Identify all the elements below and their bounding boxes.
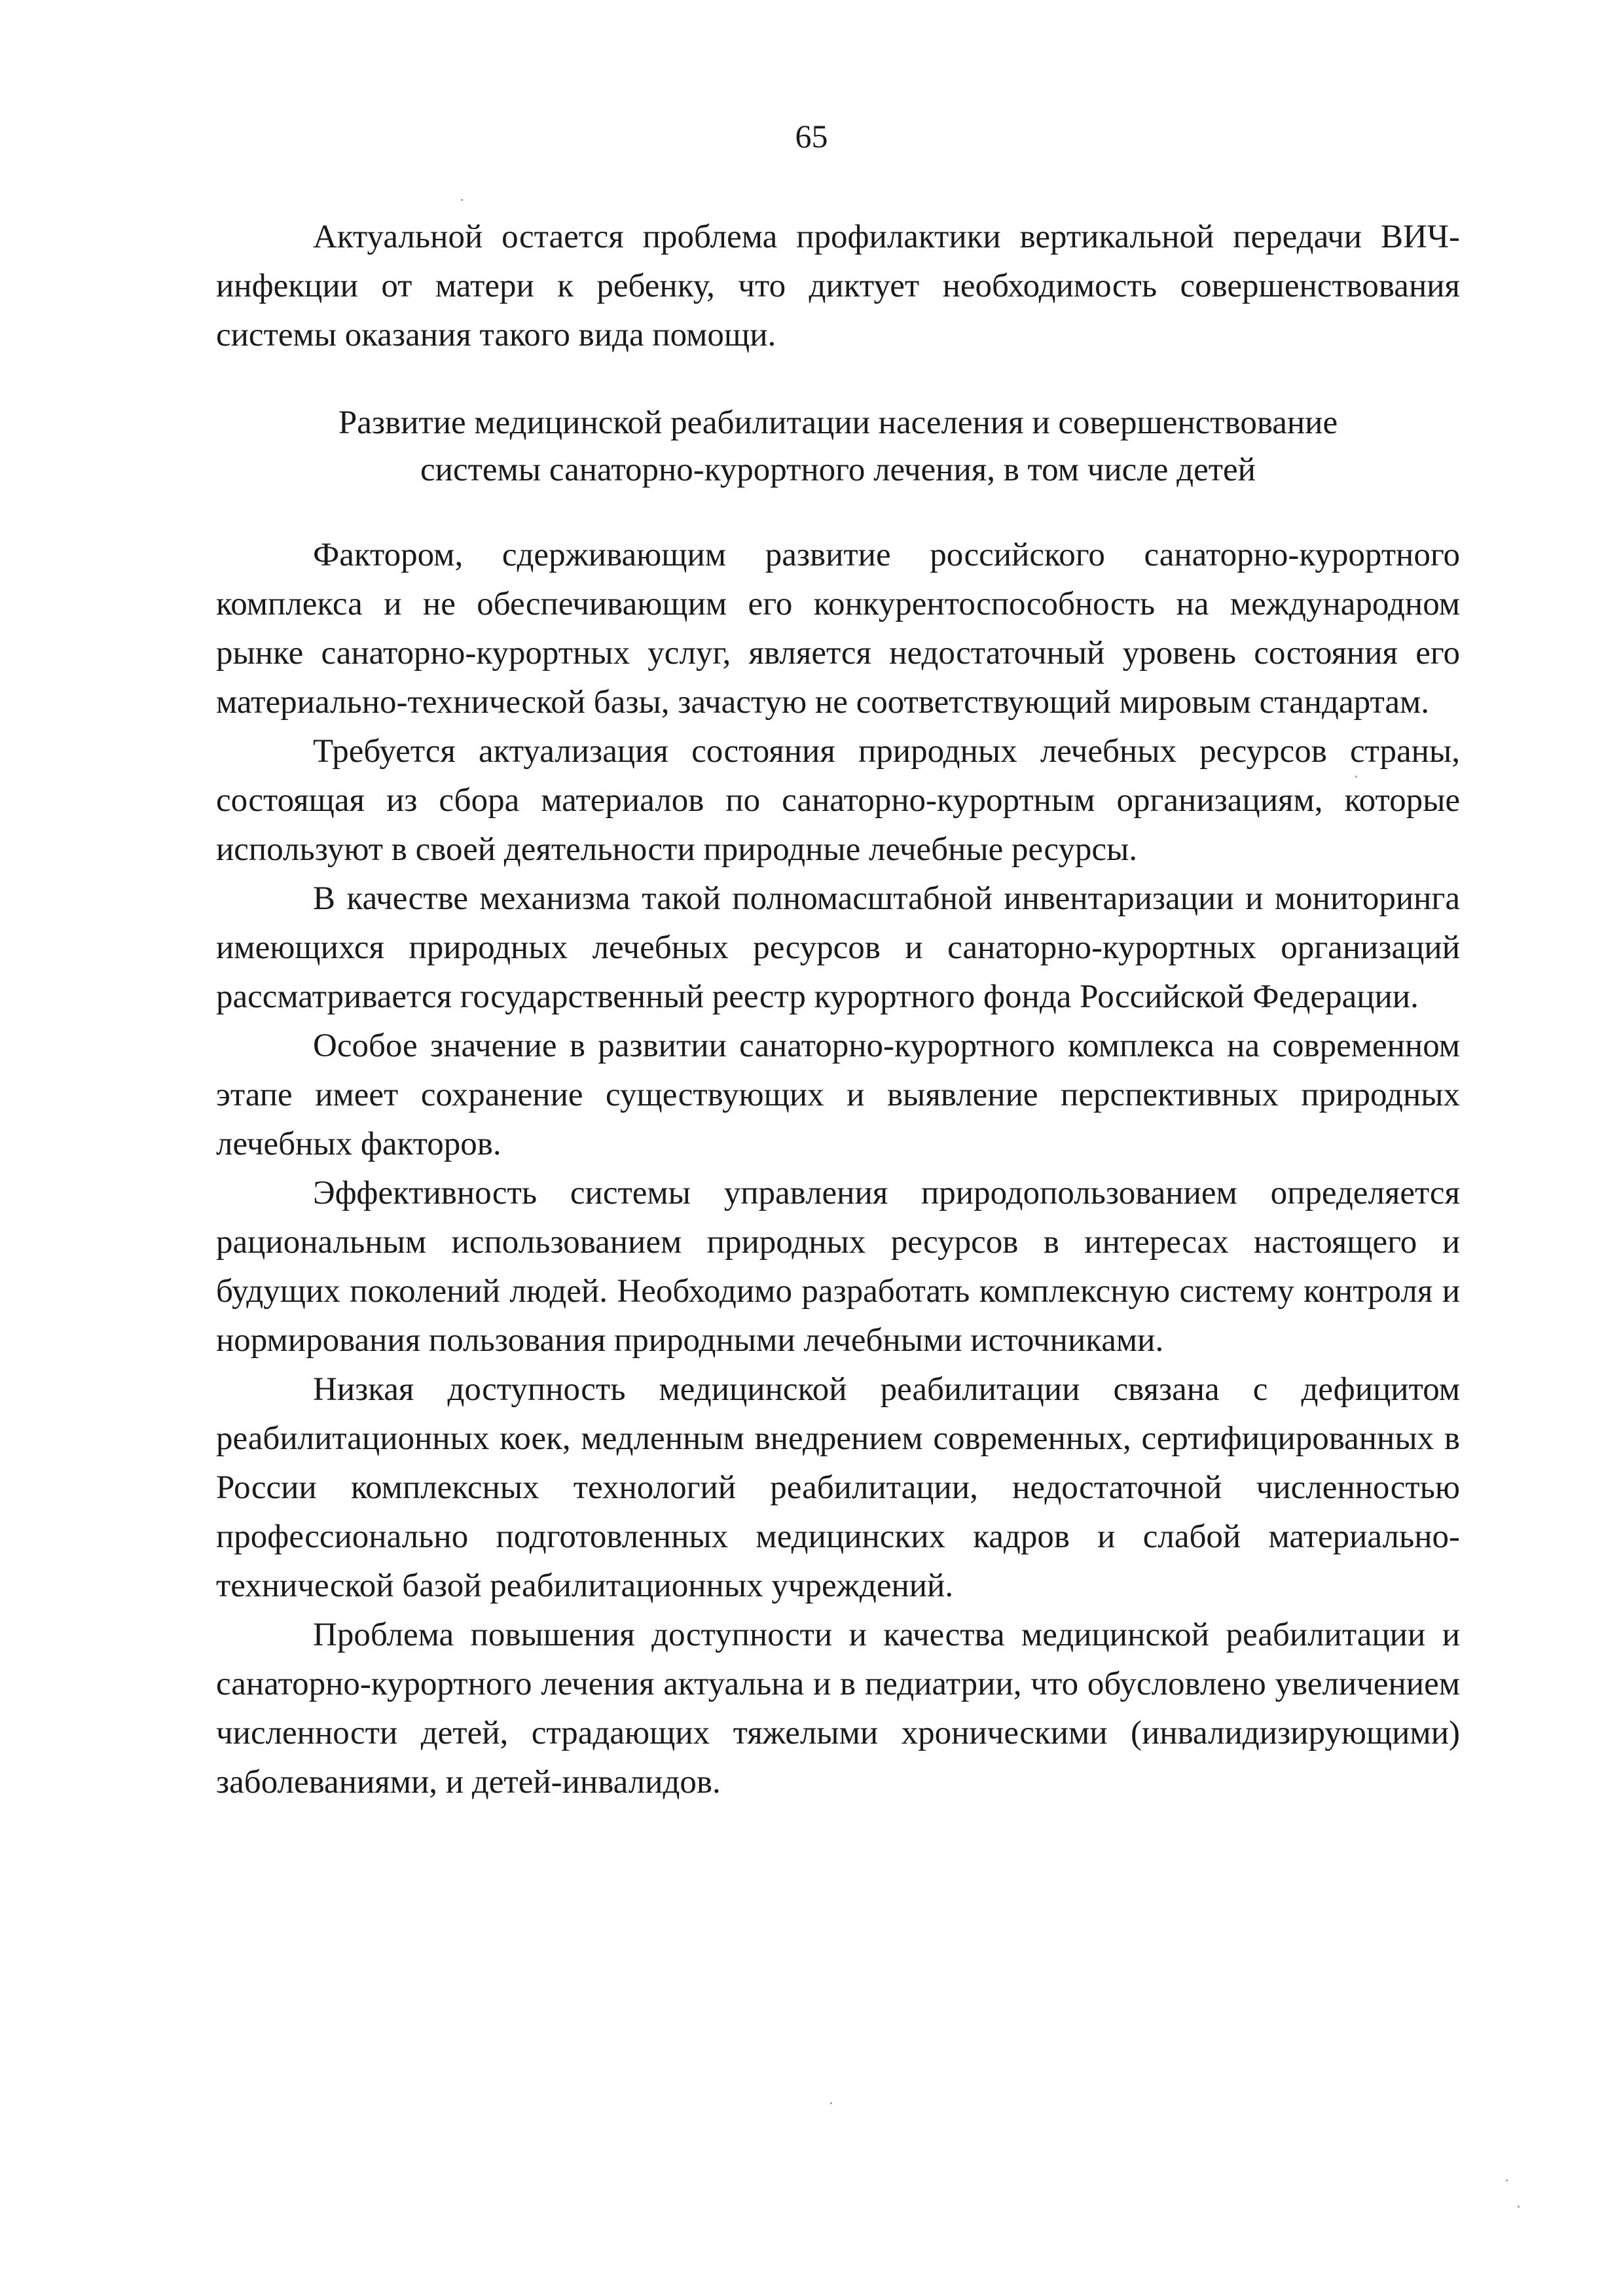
section-heading-line-1: Развитие медицинской реабилитации населения и совершенствование — [338, 404, 1338, 441]
scan-speck — [1506, 2179, 1508, 2181]
page-number: 65 — [795, 118, 828, 154]
section-heading — [216, 399, 1460, 493]
scan-speck — [1518, 2206, 1520, 2208]
paragraph-low-accessibility: Низкая доступность медицинской реабилитации связана с дефицитом реабилитационных коек, медленным внедрением современных, сертифицированных в России комплексных технологий реабилитации, недостаточной численностью профессионально подготовленных медицинских кадров и слабой материально-технической базой реабилитационных учреждений. — [216, 1371, 1460, 1604]
scan-speck — [830, 2102, 832, 2104]
intro-paragraph: Актуальной остается проблема профилактики вертикальной передачи ВИЧ-инфекции от матери к ребенку, что диктует необходимость совершенствования системы оказания такого вида помощи. — [216, 219, 1460, 353]
paragraph-resort-complex: Фактором, сдерживающим развитие российского санаторно-курортного комплекса и не обеспечивающим его конкурентоспособность на международном рынке санаторно-курортных услуг, является недостаточный уровень состояния его материально-технической базы, зачастую не соответствующий мировым стандартам. — [216, 537, 1460, 721]
scan-speck — [461, 199, 463, 201]
paragraph-resources-update: Требуется актуализация состояния природных лечебных ресурсов страны, состоящая из сбора материалов по санаторно-курортным организациям, которые используют в своей деятельности природные лечебные ресурсы. — [216, 733, 1460, 868]
scan-speck — [1355, 776, 1357, 778]
paragraph-nature-management: Эффективность системы управления природопользованием определяется рациональным использованием природных ресурсов в интересах настоящего и будущих поколений людей. Необходимо разработать комплексную систему контроля и нормирования пользования природными лечебными источниками. — [216, 1175, 1460, 1359]
paragraph-state-registry: В качестве механизма такой полномасштабной инвентаризации и мониторинга имеющихся природных лечебных ресурсов и санаторно-курортных организаций рассматривается государственный реестр курортного фонда Российской Федерации. — [216, 880, 1460, 1015]
paragraph-special-significance: Особое значение в развитии санаторно-курортного комплекса на современном этапе имеет сохранение существующих и выявление перспективных природных лечебных факторов. — [216, 1028, 1460, 1162]
section-heading-line-2: системы санаторно-курортного лечения, в том числе детей — [420, 452, 1256, 488]
paragraph-pediatrics: Проблема повышения доступности и качества медицинской реабилитации и санаторно-курортного лечения актуальна и в педиатрии, что обусловлено увеличением численности детей, страдающих тяжелыми хроническими (инвалидизирующими) заболеваниями, и детей-инвалидов. — [216, 1617, 1460, 1801]
document-body — [216, 213, 1460, 1807]
